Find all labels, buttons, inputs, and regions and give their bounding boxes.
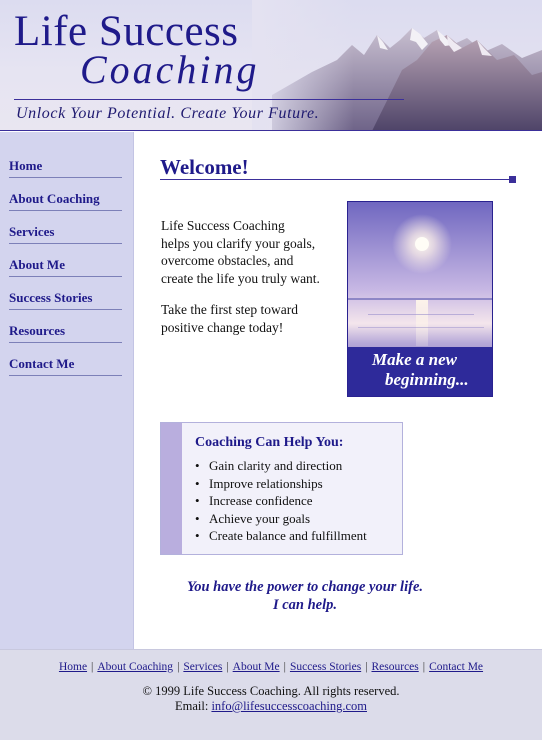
photo-caption-line2: beginning... bbox=[385, 370, 469, 389]
cta-paragraph bbox=[161, 301, 341, 336]
sidebar-item-resources[interactable]: Resources bbox=[9, 310, 122, 343]
footer-separator: | bbox=[226, 661, 229, 673]
intro-line: overcome obstacles, and bbox=[161, 253, 294, 268]
footer-link-services[interactable]: Services bbox=[183, 661, 223, 673]
power-line1: You have the power to change your life. bbox=[186, 579, 424, 595]
footer-separator: | bbox=[91, 661, 94, 673]
cta-line: positive change today! bbox=[161, 319, 284, 335]
photo-caption-line1: Make a new bbox=[372, 350, 457, 369]
footer-nav bbox=[0, 661, 542, 673]
title-divider-end-square bbox=[509, 176, 516, 183]
footer-link-about-me[interactable]: About Me bbox=[232, 661, 280, 673]
logo-title-line1: Life Success bbox=[14, 8, 239, 55]
email-line bbox=[0, 699, 542, 714]
coaching-benefits-box bbox=[160, 422, 403, 555]
site-footer bbox=[0, 649, 542, 740]
footer-separator: | bbox=[422, 661, 426, 673]
site-header bbox=[0, 0, 542, 131]
email-link[interactable]: info@lifesuccesscoaching.com bbox=[211, 699, 367, 713]
intro-line: Life Success Coaching bbox=[161, 218, 285, 233]
footer-link-about-coaching[interactable]: About Coaching bbox=[97, 661, 174, 673]
logo-title-line2: Coaching bbox=[80, 47, 260, 92]
header-divider bbox=[14, 99, 404, 100]
sidebar-nav bbox=[0, 132, 134, 649]
intro-line: helps you clarify your goals, bbox=[161, 235, 316, 251]
sidebar-item-services[interactable]: Services bbox=[9, 211, 122, 244]
power-line2: I can help. bbox=[272, 597, 338, 613]
footer-link-resources[interactable]: Resources bbox=[371, 661, 419, 673]
intro-line: create the life you truly want. bbox=[161, 270, 320, 286]
list-item: • Achieve your goals bbox=[195, 510, 367, 528]
sidebar-item-about-me[interactable]: About Me bbox=[9, 244, 122, 277]
photo-caption bbox=[348, 347, 492, 396]
intro-paragraph bbox=[161, 217, 341, 287]
sunrise-photo bbox=[347, 201, 493, 397]
page-title: Welcome! bbox=[160, 155, 249, 179]
benefits-accent-strip bbox=[161, 423, 182, 554]
sidebar-item-about-coaching[interactable]: About Coaching bbox=[9, 178, 122, 211]
footer-link-success-stories[interactable]: Success Stories bbox=[289, 661, 362, 673]
title-divider bbox=[160, 179, 510, 180]
sidebar-item-home[interactable]: Home bbox=[9, 145, 122, 178]
tagline: Unlock Your Potential. Create Your Future. bbox=[16, 105, 320, 122]
cta-line: Take the first step toward bbox=[161, 302, 299, 317]
benefits-title: Coaching Can Help You: bbox=[195, 435, 344, 450]
footer-separator: | bbox=[283, 661, 286, 673]
footer-link-contact-me[interactable]: Contact Me bbox=[429, 661, 484, 673]
power-statement bbox=[160, 578, 450, 614]
sidebar-item-contact-me[interactable]: Contact Me bbox=[9, 343, 122, 376]
list-item: • Increase confidence bbox=[195, 492, 367, 510]
list-item: • Create balance and fulfillment bbox=[195, 527, 367, 545]
sidebar-item-success-stories[interactable]: Success Stories bbox=[9, 277, 122, 310]
footer-separator: | bbox=[365, 661, 368, 673]
benefits-list bbox=[195, 457, 367, 545]
email-label: Email: bbox=[174, 699, 209, 713]
footer-link-home[interactable]: Home bbox=[58, 661, 88, 673]
list-item: • Gain clarity and direction bbox=[195, 457, 367, 475]
footer-separator: | bbox=[177, 661, 180, 673]
copyright-text: © 1999 Life Success Coaching. All rights reserved. bbox=[142, 684, 400, 698]
list-item: • Improve relationships bbox=[195, 475, 367, 493]
